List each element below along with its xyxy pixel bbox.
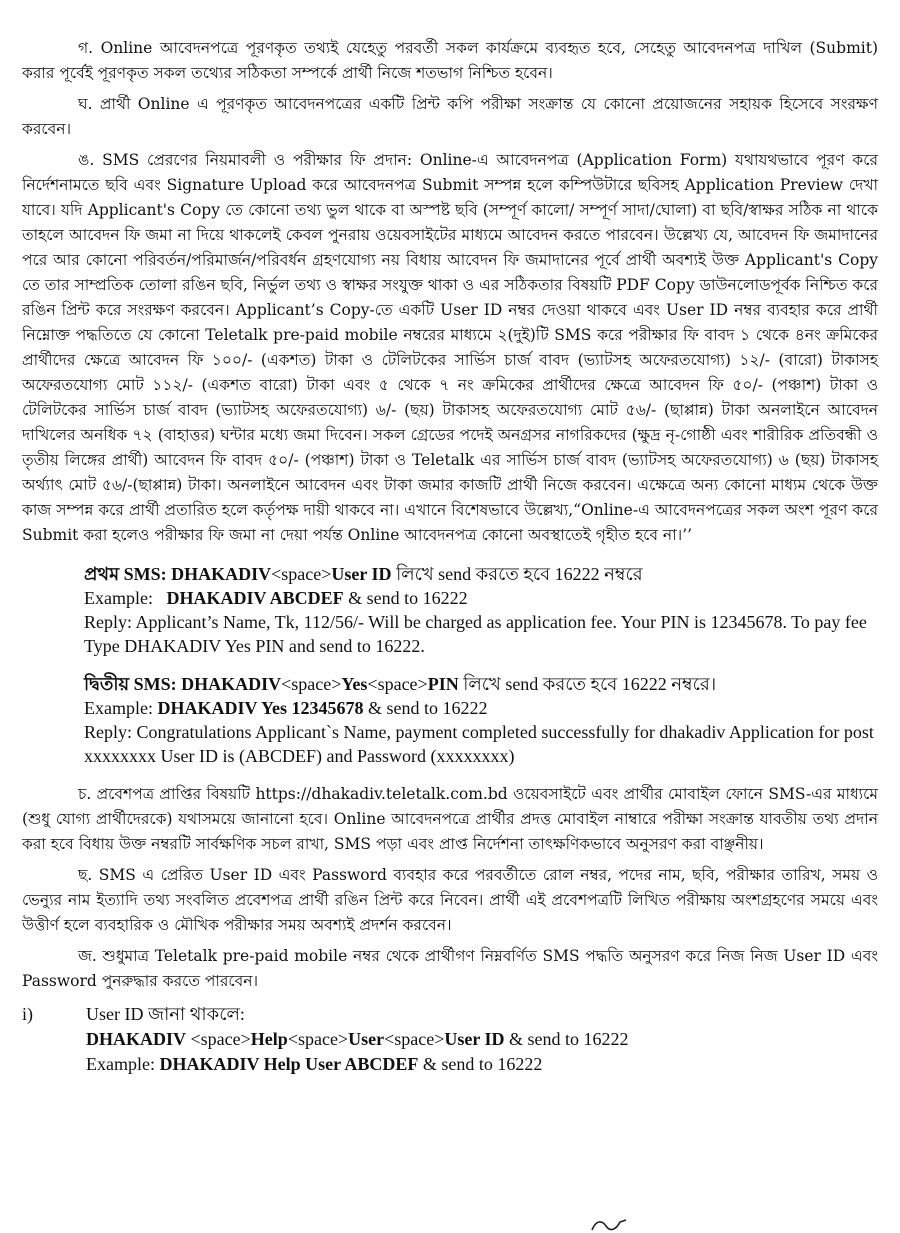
sms1-example-label: Example:: [84, 588, 153, 608]
item-i-example: [86, 1052, 629, 1077]
item-i-space3: <space>: [384, 1029, 445, 1049]
sms2-space2: <space>: [367, 674, 428, 694]
handwritten-initial-mark: [590, 1218, 630, 1232]
sms1-reply: Reply: Applicant’s Name, Tk, 112/56/- Will be charged as application fee. Your PIN is 12345678. To pay fee Type DHAKADIV Yes PIN and send to 16222.: [84, 612, 867, 656]
item-i: [22, 1002, 878, 1077]
sms1-example: [84, 586, 878, 610]
paragraph-gha: ঘ. প্রার্থী Online এ পূরণকৃত আবেদনপত্রের একটি প্রিন্ট কপি পরীক্ষা সংক্রান্ত যে কোনো প্রয়োজনের সহায়ক হিসেবে সংরক্ষণ করবেন।: [22, 95, 878, 138]
sms2-space1: <space>: [281, 674, 342, 694]
sms2-tail: লিখে send করতে হবে 16222 নম্বরে।: [463, 674, 717, 694]
sms1-label: প্রথম SMS:: [84, 564, 167, 584]
sms2-reply: Reply: Congratulations Applicant`s Name, payment completed successfully for dhakadiv Application for post xxxxxxxx User ID is (ABCDEF) and Password (xxxxxxxx): [84, 722, 874, 766]
sms2-pin: PIN: [427, 674, 459, 694]
sms1-line: [84, 562, 878, 586]
sms2-yes: Yes: [341, 674, 368, 694]
item-i-command: [86, 1027, 629, 1052]
sms2-code: DHAKADIV: [181, 674, 282, 694]
item-i-example-label: Example:: [86, 1054, 155, 1074]
sms1-example-tail: & send to 16222: [348, 588, 468, 608]
item-i-body: [86, 1002, 629, 1077]
sms2-label: দ্বিতীয় SMS:: [84, 674, 177, 694]
sms2-example: [84, 696, 878, 720]
sms2-example-label: Example:: [84, 698, 153, 718]
sms1-example-code: DHAKADIV ABCDEF: [166, 588, 344, 608]
paragraph-chha: ছ. SMS এ প্রেরিত User ID এবং Password ব্যবহার করে পরবর্তীতে রোল নম্বর, পদের নাম, ছবি, পরীক্ষার তারিখ, সময় ও ভেন্যুর নাম ইত্যাদি তথ্য সংবলিত প্রবেশপত্র প্রার্থী রঙিন প্রিন্ট করে নিবেন। প্রার্থী এই প্রবেশপত্রটি লিখিত পরীক্ষায় অংশগ্রহণের সময়ে এবং উত্তীর্ণ হলে ব্যবহারিক ও মৌখিক পরীক্ষার সময় অবশ্যই প্রদর্শন করবেন।: [22, 866, 878, 934]
paragraph-ga: গ. Online আবেদনপত্রে পূরণকৃত তথ্যই যেহেতু পরবর্তী সকল কার্যক্রমে ব্যবহৃত হবে, সেহেতু আবেদনপত্র দাখিল (Submit) করার পূর্বেই পূরণকৃত সকল তথ্যের সঠিকতা সম্পর্কে প্রার্থী নিজে শতভাগ নিশ্চিত হবেন।: [22, 39, 878, 82]
item-i-example-tail: & send to 16222: [422, 1054, 543, 1074]
item-i-send: & send to 16222: [509, 1029, 629, 1049]
sms2-line: [84, 672, 878, 696]
paragraph-umo: ঙ. SMS প্রেরণের নিয়মাবলী ও পরীক্ষার ফি প্রদান: Online-এ আবেদনপত্র (Application Form) যথাযথভাবে পূরণ করে নির্দেশনামতে ছবি এবং Signature Upload করে আবেদনপত্র Submit সম্পন্ন হলে কম্পিউটারে ছবিসহ Application Preview দেখা যাবে। যদি Applicant's Copy তে কোনো তথ্য ভুল থাকে বা অস্পষ্ট ছবি (সম্পূর্ণ কালো/ সম্পূর্ণ সাদা/ঘোলা) বা ছবি/স্বাক্ষর সঠিক না থাকে তাহলে আবেদন ফি জমা না দিয়ে থাকলেই কেবল পুনরায় ওয়েবসাইটের মাধ্যমে আবেদন করতে পারবেন। উল্লেখ্য যে, আবেদন ফি জমাদানের পরে আর কোনো পরিবর্তন/পরিমার্জন/পরিবর্ধন গ্রহণযোগ্য নয় বিধায় আবেদন ফি জমাদানের পূর্বে প্রার্থী অবশ্যই উক্ত Applicant's Copy তে তার সাম্প্রতিক তোলা রঙিন ছবি, নির্ভুল তথ্য ও স্বাক্ষর সংযুক্ত থাকা ও এর সঠিকতার বিষয়টি PDF Copy ডাউনলোডপূর্বক নিশ্চিত করে রঙিন প্রিন্ট করে সংরক্ষণ করবেন। Applicant’s Copy-তে একটি User ID নম্বর দেওয়া থাকবে এবং User ID নম্বর ব্যবহার করে প্রার্থী নিম্নোক্ত পদ্ধতিতে যে কোনো Teletalk pre-paid mobile নম্বরের মাধ্যমে ২(দুই)টি SMS করে পরীক্ষার ফি বাবদ ১ থেকে ৪নং ক্রমিকের প্রার্থীদের ক্ষেত্রে আবেদন ফি ১০০/- (একশত) টাকা ও টেলিটকের সার্ভিস চার্জ বাবদ (ভ্যাটসহ অফেরতযোগ্য) ১২/- (বারো) টাকাসহ অফেরতযোগ্য মোট ১১২/- (একশত বারো) টাকা এবং ৫ থেকে ৭ নং ক্রমিকের প্রার্থীদের ক্ষেত্রে আবেদন ফি ৫০/- (পঞ্চাশ) টাকা ও টেলিটকের সার্ভিস চার্জ বাবদ (ভ্যাটসহ অফেরতযোগ্য) ৬/- (ছয়) টাকাসহ অফেরতযোগ্য মোট ৫৬/- (ছাপ্পান্ন) টাকা অনলাইনে আবেদন দাখিলের অনধিক ৭২ (বাহাত্তর) ঘন্টার মধ্যে জমা দিবেন। সকল গ্রেডের পদেই অনগ্রসর নাগরিকদের (ক্ষুদ্র নৃ-গোষ্ঠী এবং শারীরিক প্রতিবন্ধী ও তৃতীয় লিঙ্গের প্রার্থী) আবেদন ফি বাবদ ৫০/- (পঞ্চাশ) টাকা ও Teletalk এর সার্ভিস চার্জ বাবদ (ভ্যাটসহ অফেরতযোগ্য) ৬ (ছয়) টাকাসহ অর্থ্যাৎ মোট ৫৬/-(ছাপ্পান্ন) টাকা। অনলাইনে আবেদন এবং টাকা জমার কাজটি প্রার্থী নিজে করবেন। এক্ষেত্রে অন্য কোনো মাধ্যম থেকে উক্ত কাজ সম্পন্ন করে প্রার্থী প্রতারিত হলে কর্তৃপক্ষ দায়ী থাকবে না। এখানে বিশেষভাবে উল্লেখ্য,“Online-এ আবেদনপত্রের সকল অংশ পূরণ করে Submit করা হলেও পরীক্ষার ফি জমা না দেয়া পর্যন্ত Online আবেদনপত্র কোনো অবস্থাতেই গৃহীত হবে না।’’: [22, 151, 878, 544]
sms2-block: [84, 672, 878, 768]
sms2-example-code: DHAKADIV Yes 12345678: [157, 698, 364, 718]
item-i-example-code: DHAKADIV Help User ABCDEF: [159, 1054, 419, 1074]
sms1-block: [84, 562, 878, 658]
sms2-example-tail: & send to 16222: [368, 698, 488, 718]
paragraph-ja: জ. শুধুমাত্র Teletalk pre-paid mobile নম্বর থেকে প্রার্থীগণ নিম্নবর্ণিত SMS পদ্ধতি অনুসরণ করে নিজ নিজ User ID এবং Password পুনরুদ্ধার করতে পারবেন।: [22, 947, 878, 990]
sms1-code: DHAKADIV: [171, 564, 272, 584]
item-i-space1: <space>: [190, 1029, 251, 1049]
item-i-label: i): [22, 1004, 33, 1024]
item-i-userid: User ID: [444, 1029, 505, 1049]
item-i-user: User: [348, 1029, 385, 1049]
item-i-code: DHAKADIV: [86, 1029, 187, 1049]
item-i-line1: User ID জানা থাকলে:: [86, 1004, 245, 1024]
sms1-space: <space>: [271, 564, 332, 584]
item-i-space2: <space>: [287, 1029, 349, 1049]
sms1-tail: লিখে send করতে হবে 16222 নম্বরে: [396, 564, 643, 584]
sms1-userid: User ID: [331, 564, 392, 584]
paragraph-cha: চ. প্রবেশপত্র প্রাপ্তির বিষয়টি https://dhakadiv.teletalk.com.bd ওয়েবসাইটে এবং প্রার্থীর মোবাইল ফোনে SMS-এর মাধ্যমে (শুধু যোগ্য প্রার্থীদেরকে) যথাসময়ে জানানো হবে। Online আবেদনপত্রে প্রার্থীর প্রদত্ত মোবাইল নাম্বারে পরীক্ষা সংক্রান্ত যাবতীয় তথ্য প্রদান করা হবে বিধায় উক্ত নম্বরটি সার্বক্ষণিক সচল রাখা, SMS পড়া এবং প্রাপ্ত নির্দেশনা তাৎক্ষণিকভাবে অনুসরণ করা বাঞ্ছনীয়।: [22, 785, 878, 853]
item-i-help: Help: [250, 1029, 288, 1049]
